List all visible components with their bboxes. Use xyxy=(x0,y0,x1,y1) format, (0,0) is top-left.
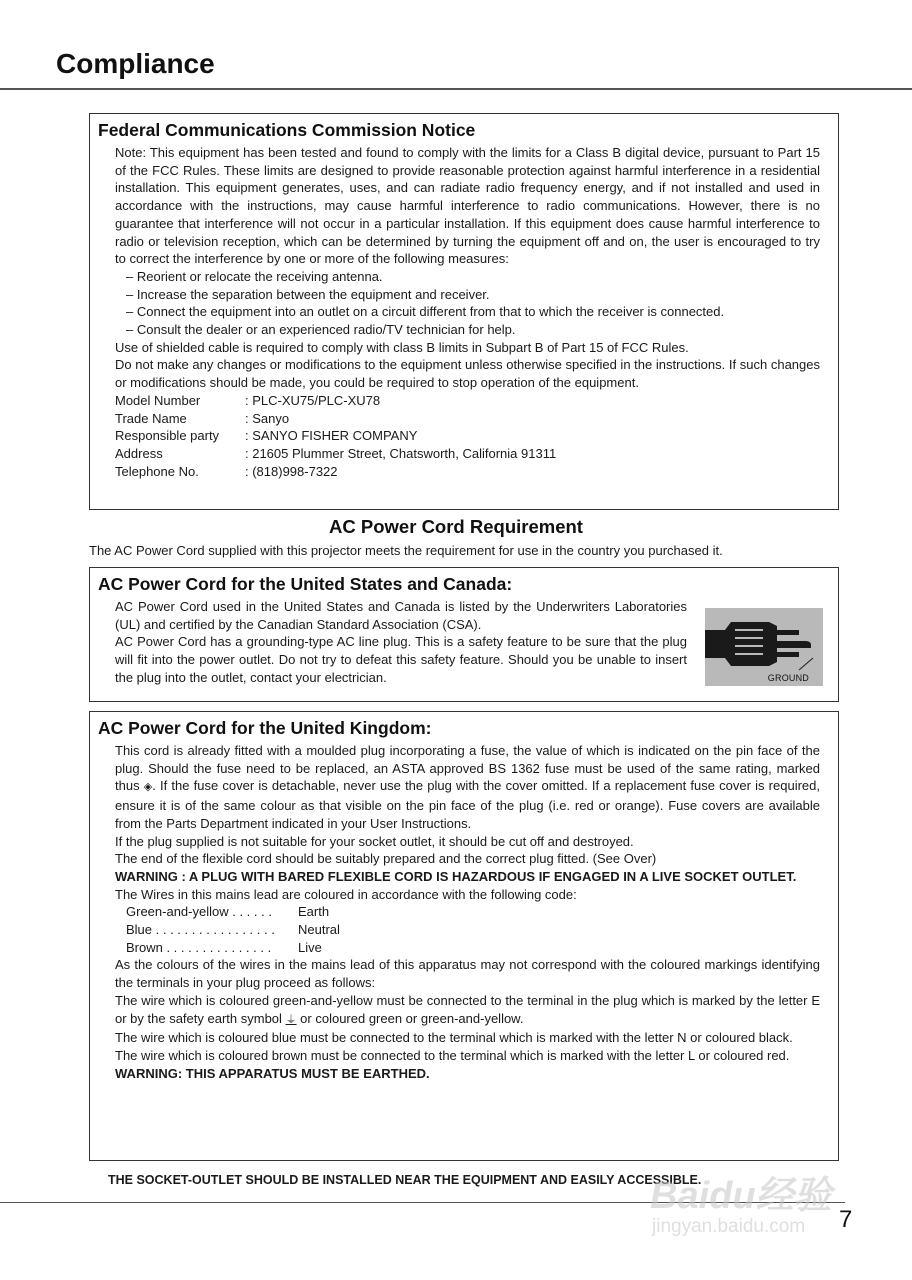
fcc-heading: Federal Communications Commission Notice xyxy=(98,120,476,140)
fcc-measure: – Reorient or relocate the receiving antenna. xyxy=(126,268,383,284)
us-canada-body xyxy=(98,598,687,687)
uk-wires-intro: The Wires in this mains lead are coloured in accordance with the following code: xyxy=(115,886,577,902)
uk-fuse-paragraph xyxy=(115,742,820,833)
fcc-measure: – Increase the separation between the equipment and receiver. xyxy=(126,286,490,302)
wire-colour: Blue . . . . . . . . . . . . . . . . . xyxy=(126,922,275,938)
info-label: Trade Name xyxy=(115,410,187,426)
fcc-measure: – Connect the equipment into an outlet on a circuit different from that to which the receiver is connected. xyxy=(126,304,725,320)
info-label: Model Number xyxy=(115,392,201,408)
fcc-notice-box xyxy=(89,113,839,510)
watermark-url: jingyan.baidu.com xyxy=(652,1216,806,1237)
info-row-responsible-party xyxy=(115,427,820,445)
us-canada-paragraph: AC Power Cord used in the United States and Canada is listed by the Underwriters Laboratories (UL) and certified by the Canadian Standard Association (CSA). xyxy=(115,599,687,632)
uk-body xyxy=(98,742,820,1082)
uk-heading: AC Power Cord for the United Kingdom: xyxy=(98,718,432,738)
fcc-modifications-note: Do not make any changes or modifications to the equipment unless otherwise specified in the instructions. If such changes or modifications should be made, you could be required to stop operation of the equipment. xyxy=(115,357,820,391)
fuse-symbol-icon: ◈ xyxy=(143,781,153,794)
watermark xyxy=(650,1150,870,1250)
socket-outlet-note: THE SOCKET-OUTLET SHOULD BE INSTALLED NEAR THE EQUIPMENT AND EASILY ACCESSIBLE. xyxy=(108,1173,702,1187)
uk-paragraph: If the plug supplied is not suitable for your socket outlet, it should be cut off and destroyed. xyxy=(115,833,634,849)
info-row-trade-name xyxy=(115,410,820,428)
page-number: 7 xyxy=(839,1206,853,1233)
ac-requirement-intro: The AC Power Cord supplied with this projector meets the requirement for use in the country you purchased it. xyxy=(89,543,723,558)
uk-warning: WARNING : A PLUG WITH BARED FLEXIBLE CORD IS HAZARDOUS IF ENGAGED IN A LIVE SOCKET OUTLET. xyxy=(115,868,797,884)
wire-row xyxy=(115,903,820,921)
us-canada-paragraph: AC Power Cord has a grounding-type AC line plug. This is a safety feature to be sure that the plug will fit into the power outlet. Do not try to defeat this safety feature. Should you be unable to insert the plug into the outlet, contact your electrician. xyxy=(115,634,687,685)
wire-colour: Green-and-yellow . . . . . . xyxy=(126,904,272,920)
uk-paragraph: The wire which is coloured blue must be connected to the terminal which is marked with the letter N or coloured black. xyxy=(115,1030,793,1046)
fcc-shielded-note: Use of shielded cable is required to comply with class B limits in Subpart B of Part 15 of FCC Rules. xyxy=(115,339,689,355)
info-value: : PLC-XU75/PLC-XU78 xyxy=(245,392,381,408)
wire-role: Live xyxy=(298,939,322,955)
info-row-address xyxy=(115,445,820,463)
info-row-model xyxy=(115,392,820,410)
uk-paragraph: The end of the flexible cord should be suitably prepared and the correct plug fitted. (See Over) xyxy=(115,851,657,867)
wire-role: Earth xyxy=(298,904,330,920)
title-rule xyxy=(0,88,912,90)
uk-paragraph: As the colours of the wires in the mains lead of this apparatus may not correspond with the coloured markings identifying the terminals in your plug proceed as follows: xyxy=(115,957,820,991)
fcc-measure: – Consult the dealer or an experienced radio/TV technician for help. xyxy=(126,322,516,338)
uk-fuse-text-end: . If the fuse cover is detachable, never use the plug with the cover omitted. If a replacement fuse cover is required, ensure it is of the same colour as that visible on the pin face of the plug (i.e. red or orange). Fuse covers are available from the Parts Department indicated in your User Instructions. xyxy=(115,778,820,831)
uk-fuse-text: This cord is already fitted with a moulded plug incorporating a fuse, the value of which is indicated on the pin face of the plug. Should the fuse need to be replaced, an ASTA approved BS 1362 fuse must be used of the same rating, marked thus xyxy=(115,743,820,794)
info-label: Responsible party xyxy=(115,428,220,444)
ground-label: GROUND xyxy=(767,673,809,683)
us-canada-heading: AC Power Cord for the United States and Canada: xyxy=(98,574,513,594)
uk-paragraph: The wire which is coloured brown must be connected to the terminal which is marked with the letter L or coloured red. xyxy=(115,1047,790,1063)
info-row-telephone xyxy=(115,463,820,481)
info-value: : 21605 Plummer Street, Chatsworth, California 91311 xyxy=(245,445,557,461)
uk-earth-text-end: or coloured green or green-and-yellow. xyxy=(300,1010,524,1026)
page-title: Compliance xyxy=(56,48,215,79)
us-canada-box xyxy=(89,567,839,702)
info-label: Address xyxy=(115,445,163,461)
wire-row xyxy=(115,921,820,939)
grounding-plug-figure xyxy=(705,608,823,686)
fcc-body xyxy=(98,144,820,480)
watermark-brand: Baidu经验 xyxy=(650,1175,832,1217)
info-value: : SANYO FISHER COMPANY xyxy=(245,428,418,444)
wire-colour: Brown . . . . . . . . . . . . . . . xyxy=(126,939,272,955)
uk-box xyxy=(89,711,839,1161)
earth-symbol-icon: ⏚ xyxy=(285,1013,297,1026)
info-value: : Sanyo xyxy=(245,410,290,426)
fcc-paragraph: Note: This equipment has been tested and found to comply with the limits for a Class B digital device, pursuant to Part 15 of the FCC Rules. These limits are designed to provide reasonable protection against harmful interference in a residential installation. This equipment generates, uses, and can radiate radio frequency energy, and if not installed and used in accordance with the instructions, may cause harmful interference to radio communications. However, there is no guarantee that interference will not occur in a particular installation. If this equipment does cause harmful interference to radio or television reception, which can be determined by turning the equipment off and on, the user is encouraged to try to correct the interference by one or more of the following measures: xyxy=(115,145,820,267)
uk-earth-paragraph xyxy=(115,992,820,1029)
uk-earth-text: The wire which is coloured green-and-yellow must be connected to the terminal in the plug which is marked by the letter E or by the safety earth symbol xyxy=(115,992,820,1026)
wire-role: Neutral xyxy=(298,922,340,938)
wire-row xyxy=(115,939,820,957)
uk-warning: WARNING: THIS APPARATUS MUST BE EARTHED. xyxy=(115,1065,430,1081)
ac-requirement-heading: AC Power Cord Requirement xyxy=(329,516,583,537)
info-value: : (818)998-7322 xyxy=(245,463,338,479)
info-label: Telephone No. xyxy=(115,463,199,479)
